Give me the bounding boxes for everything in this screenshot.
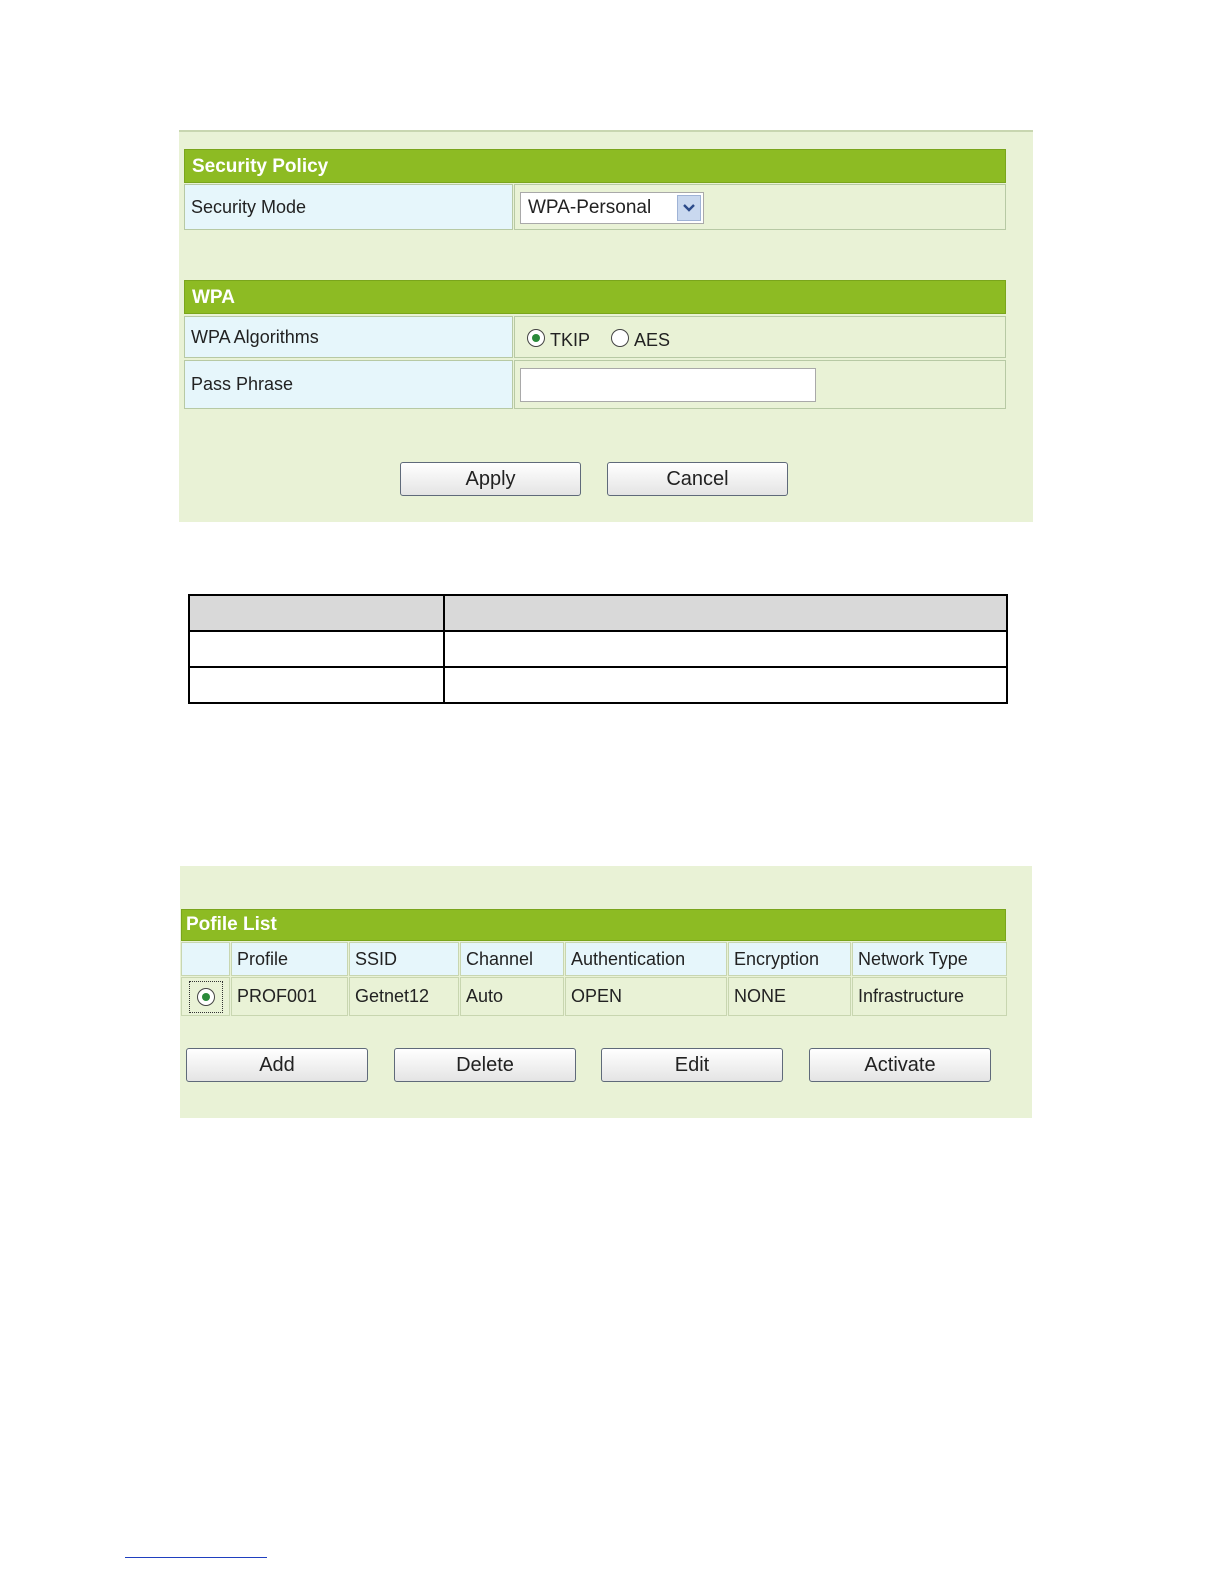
cell-channel: Auto <box>460 977 564 1016</box>
security-mode-label: Security Mode <box>184 184 513 230</box>
cell-authentication: OPEN <box>565 977 727 1016</box>
table-row <box>189 667 1007 703</box>
tkip-label: TKIP <box>550 330 591 350</box>
wpa-algorithms-label: WPA Algorithms <box>184 316 513 358</box>
aes-label: AES <box>634 330 671 350</box>
table-row <box>189 631 1007 667</box>
edit-button[interactable]: Edit <box>601 1048 783 1082</box>
column-header-encryption: Encryption <box>728 942 851 976</box>
pass-phrase-label: Pass Phrase <box>184 360 513 409</box>
cell-ssid: Getnet12 <box>349 977 459 1016</box>
column-header-channel: Channel <box>460 942 564 976</box>
pass-phrase-input[interactable] <box>520 368 816 402</box>
row-select-focus <box>189 981 223 1013</box>
chevron-down-icon[interactable] <box>677 195 701 221</box>
table-cell <box>189 595 444 631</box>
profile-list-header: Pofile List <box>181 909 1006 941</box>
cell-encryption: NONE <box>728 977 851 1016</box>
select-column-header <box>181 942 230 976</box>
apply-button[interactable]: Apply <box>400 462 581 496</box>
column-header-authentication: Authentication <box>565 942 727 976</box>
security-mode-value: WPA-Personal <box>528 197 652 218</box>
wpa-header: WPA <box>184 280 1006 314</box>
add-button[interactable]: Add <box>186 1048 368 1082</box>
aes-radio[interactable] <box>611 329 629 347</box>
empty-document-table <box>188 594 1008 704</box>
tkip-radio[interactable] <box>527 329 545 347</box>
profile-radio[interactable] <box>197 988 215 1006</box>
table-header-row <box>189 595 1007 631</box>
footnote-divider <box>125 1557 267 1558</box>
column-header-profile: Profile <box>231 942 348 976</box>
column-header-network-type: Network Type <box>852 942 1007 976</box>
cell-profile: PROF001 <box>231 977 348 1016</box>
column-header-ssid: SSID <box>349 942 459 976</box>
table-cell <box>444 595 1007 631</box>
table-cell <box>444 667 1007 703</box>
table-cell <box>189 667 444 703</box>
cancel-button[interactable]: Cancel <box>607 462 788 496</box>
table-cell <box>444 631 1007 667</box>
table-cell <box>189 631 444 667</box>
security-policy-header: Security Policy <box>184 149 1006 183</box>
row-select-cell <box>181 977 230 1016</box>
activate-button[interactable]: Activate <box>809 1048 991 1082</box>
delete-button[interactable]: Delete <box>394 1048 576 1082</box>
security-mode-select[interactable] <box>520 192 704 224</box>
cell-network-type: Infrastructure <box>852 977 1007 1016</box>
